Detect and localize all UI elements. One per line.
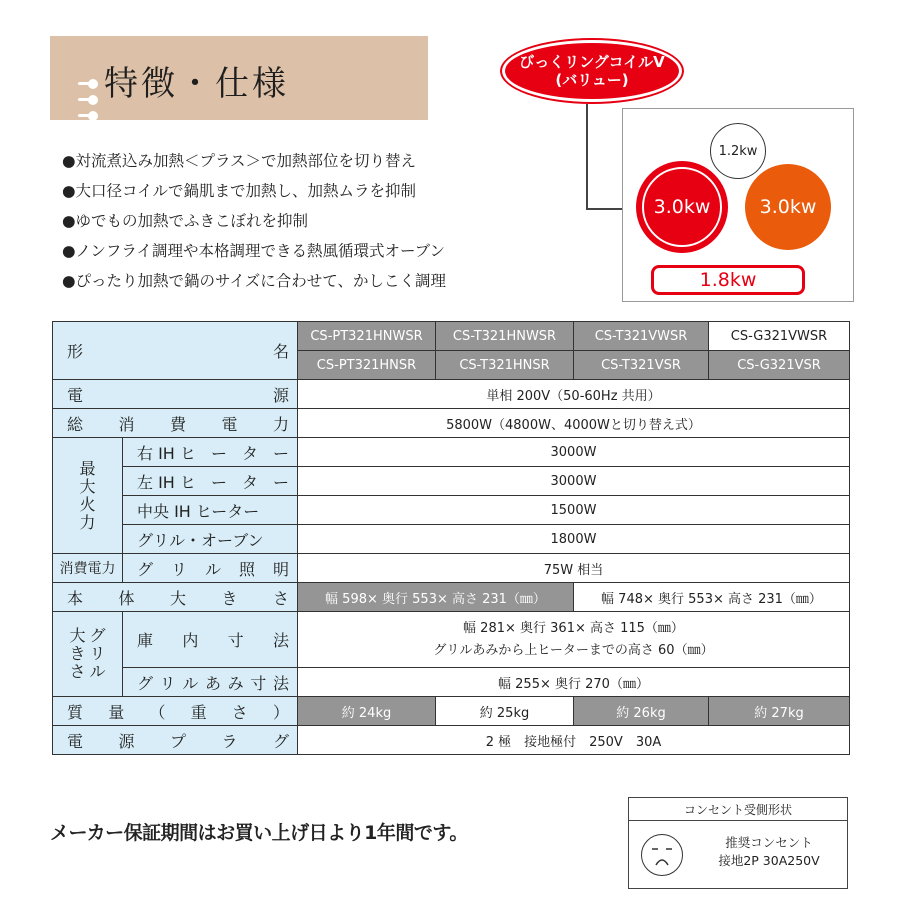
table-row xyxy=(53,322,850,351)
body-size-value-b: 幅 748× 奥行 553× 高さ 231（㎜） xyxy=(574,583,850,612)
grill-light-label: グ リ ル 照 明 xyxy=(123,554,298,583)
model-cell: CS-G321VWSR xyxy=(709,322,850,351)
body-size-label: 本 体 大 き さ xyxy=(53,583,298,612)
feature-item: ●ぴったり加熱で鍋のサイズに合わせて、かしこく調理 xyxy=(62,272,446,290)
feature-item: ●対流煮込み加熱＜プラス＞で加熱部位を切り替え xyxy=(62,152,417,170)
feature-item: ●大口径コイルで鍋肌まで加熱し、加熱ムラを抑制 xyxy=(62,182,417,200)
body-size-value-a: 幅 598× 奥行 553× 高さ 231（㎜） xyxy=(298,583,574,612)
table-row xyxy=(53,554,850,583)
center-ih-label: 中央 IH ヒーター xyxy=(123,496,298,525)
consumption-label: 消費電力 xyxy=(53,554,123,583)
outlet-text xyxy=(699,834,839,870)
grill-oven-label: グリル・オーブン xyxy=(123,525,298,554)
left-burner-label: 3.0kw xyxy=(642,167,722,247)
coil-callout xyxy=(502,40,682,102)
grill-light-value: 75W 相当 xyxy=(298,554,850,583)
table-row xyxy=(53,380,850,409)
power-source-label: 電 源 xyxy=(53,380,298,409)
total-power-label: 総 消 費 電 力 xyxy=(53,409,298,438)
mass-cell: 約 27kg xyxy=(709,697,850,726)
outlet-line1: 推奨コンセント xyxy=(725,835,813,850)
warranty-note: メーカー保証期間はお買い上げ日より1年間です。 xyxy=(50,822,468,844)
plug-value: 2 極 接地極付 250V 30A xyxy=(298,726,850,755)
right-burner: 3.0kw xyxy=(745,164,831,250)
right-ih-label: 右 IH ヒ ー タ ー xyxy=(123,438,298,467)
max-fire-label: 最 大 火 力 xyxy=(53,438,123,554)
grill-oven-value: 1800W xyxy=(298,525,850,554)
mass-cell: 約 24kg xyxy=(298,697,436,726)
inner-size-label: 庫 内 寸 法 xyxy=(123,612,298,668)
total-power-value: 5800W（4800W、4000Wと切り替え式） xyxy=(298,409,850,438)
net-size-label: グ リ ル あ み 寸 法 xyxy=(123,668,298,697)
right-ih-value: 3000W xyxy=(298,438,850,467)
center-ih-value: 1500W xyxy=(298,496,850,525)
inner-size-line1: 幅 281× 奥行 361× 高さ 115（㎜） xyxy=(463,620,684,636)
table-row xyxy=(53,438,850,467)
mass-cell: 約 25kg xyxy=(436,697,574,726)
model-cell: CS-G321VSR xyxy=(709,351,850,380)
mass-label: 質 量 （ 重 さ ） xyxy=(53,697,298,726)
model-label-cell: 形 名 xyxy=(53,322,298,380)
title-bar xyxy=(50,36,428,120)
net-size-value: 幅 255× 奥行 270（㎜） xyxy=(298,668,850,697)
model-cell: CS-PT321HNWSR xyxy=(298,322,436,351)
left-ih-value: 3000W xyxy=(298,467,850,496)
feature-item: ●ノンフライ調理や本格調理できる熱風循環式オーブン xyxy=(62,242,446,260)
model-cell: CS-T321VWSR xyxy=(574,322,709,351)
power-source-value: 単相 200V（50-60Hz 共用） xyxy=(298,380,850,409)
spec-table xyxy=(52,321,850,755)
center-burner: 1.2kw xyxy=(710,123,766,179)
model-cell: CS-T321HNWSR xyxy=(436,322,574,351)
model-cell: CS-T321VSR xyxy=(574,351,709,380)
table-row xyxy=(53,525,850,554)
callout-line1: びっくリングコイルV xyxy=(519,53,665,71)
inner-size-line2: グリルあみから上ヒーターまでの高さ 60（㎜） xyxy=(433,642,714,658)
grill-size-label: 大 き さ グ リ ル xyxy=(53,612,123,697)
left-burner xyxy=(636,161,728,253)
page-title: 特徴・仕様 xyxy=(104,64,289,104)
left-ih-label: 左 IH ヒ ー タ ー xyxy=(123,467,298,496)
outlet-header: コンセント受側形状 xyxy=(629,798,847,821)
grill-burner: 1.8kw xyxy=(651,265,805,295)
table-row xyxy=(53,726,850,755)
callout-line2: (バリュー) xyxy=(555,71,629,89)
outlet-box xyxy=(628,797,848,889)
table-row xyxy=(53,496,850,525)
feature-list xyxy=(62,146,446,296)
cooktop-diagram xyxy=(622,108,854,302)
mass-cell: 約 26kg xyxy=(574,697,709,726)
spiral-binding-icon xyxy=(78,76,104,140)
callout-leader xyxy=(586,104,588,210)
table-row xyxy=(53,697,850,726)
table-row xyxy=(53,668,850,697)
outlet-line2: 接地2P 30A250V xyxy=(718,853,820,868)
model-cell: CS-T321HNSR xyxy=(436,351,574,380)
model-cell: CS-PT321HNSR xyxy=(298,351,436,380)
feature-item: ●ゆでもの加熱でふきこぼれを抑制 xyxy=(62,212,309,230)
table-row xyxy=(53,409,850,438)
table-row xyxy=(53,612,850,668)
plug-label: 電 源 プ ラ グ xyxy=(53,726,298,755)
outlet-socket-icon xyxy=(641,834,683,876)
table-row xyxy=(53,583,850,612)
table-row xyxy=(53,467,850,496)
inner-size-value xyxy=(298,612,850,668)
